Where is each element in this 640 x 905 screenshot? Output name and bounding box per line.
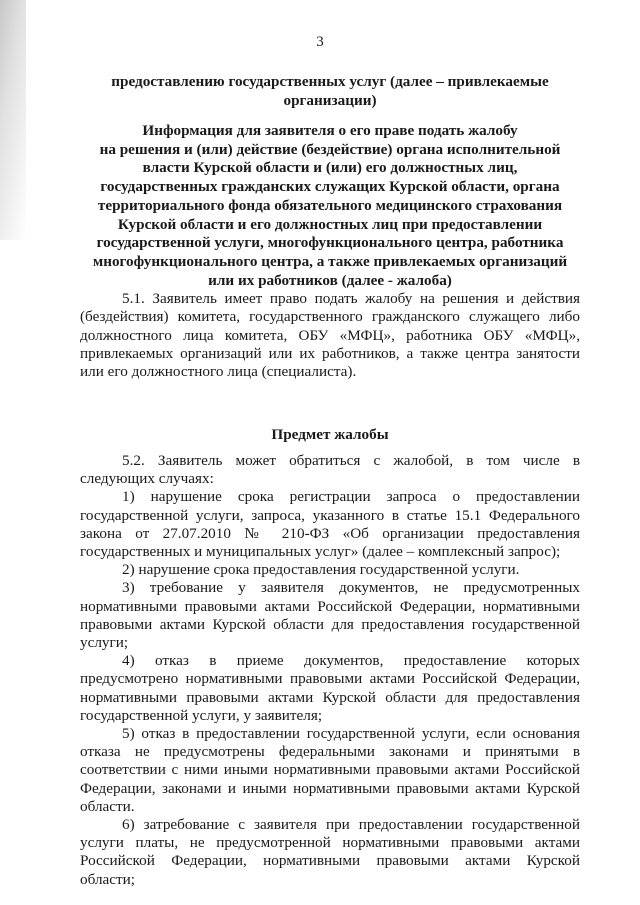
heading-organizations (80, 72, 580, 110)
text-line: предусмотрено нормативными правовыми актами Российской Федерации, (80, 670, 580, 688)
text-line: государственной услуги, у заявителя; (80, 706, 323, 724)
text-line: соответствии с ними иными нормативными правовыми актами Российской (80, 761, 580, 779)
text-line: правовыми актами Курской области для предоставления государственной (80, 615, 580, 633)
text-line: должностного лица комитета, ОБУ «МФЦ», работника ОБУ «МФЦ», (80, 326, 580, 344)
heading-line: власти Курской области и (или) его должностных лиц, (142, 159, 518, 177)
text-line: привлекаемых организаций или их работников, а также центра занятости (80, 344, 580, 362)
paragraph-5-2 (80, 452, 580, 889)
text-line: 5.1. Заявитель имеет право подать жалобу на решения и действия (122, 290, 580, 307)
text-line: (бездействия) комитета, государственного гражданского служащего либо (80, 308, 580, 326)
text-line: 6) затребование с заявителя при предоставлении государственной (122, 816, 580, 834)
text-line: 1) нарушение срока регистрации запроса о предоставлении (122, 488, 580, 506)
heading-line: организации) (283, 92, 377, 109)
heading-line: Курской области и его должностных лиц при предоставлении (117, 215, 543, 233)
text-line: или его должностного лица (специалиста). (80, 363, 357, 381)
heading-line: или их работников (далее - жалоба) (208, 271, 452, 289)
text-line: следующих случаях: (80, 470, 214, 488)
heading-line: предоставлению государственных услуг (далее – привлекаемые (111, 73, 549, 90)
text-line: 5.2. Заявитель может обратиться с жалобой, в том числе в (122, 452, 580, 469)
heading-line: Информация для заявителя о его праве подать жалобу (142, 122, 518, 139)
text-line: 3) требование у заявителя документов, не предусмотренных (122, 579, 580, 597)
heading-complaint-info (80, 122, 580, 290)
text-line: услуги; (80, 634, 129, 652)
text-line: Российской Федерации, нормативными правовыми актами Курской (80, 852, 580, 870)
page-number: 3 (316, 34, 324, 50)
text-line: 5) отказ в предоставлении государственной услуги, если основания (122, 725, 580, 743)
text-line: области. (80, 797, 135, 815)
paragraph-5-1 (80, 290, 580, 381)
text-line: нормативными правовыми актами Курской области для предоставления (80, 688, 580, 706)
heading-complaint-subject: Предмет жалобы (271, 426, 389, 443)
text-line: области; (80, 870, 135, 888)
text-line: нормативными правовыми актами Российской Федерации, нормативными (80, 597, 580, 615)
text-line: закона от 27.07.2010 № 210-ФЗ «Об организации предоставления (80, 524, 580, 542)
text-line: государственной услуги, запроса, указанного в статье 15.1 Федерального (80, 506, 580, 524)
text-line: Федерации, законами и иными нормативными правовыми актами Курской (80, 779, 580, 797)
text-line: 4) отказ в приеме документов, предоставление которых (122, 652, 580, 670)
heading-line: на решения и (или) действие (бездействие) органа исполнительной (99, 140, 561, 158)
heading-line: многофункционального центра, а также привлекаемых организаций (92, 252, 568, 270)
heading-line: территориального фонда обязательного медицинского страхования (97, 196, 563, 214)
text-line: услуги платы, не предусмотренной нормативными правовыми актами (80, 834, 580, 852)
text-line: отказа не предусмотрены федеральными законами и принятыми в (80, 743, 580, 761)
heading-line: государственной услуги, многофункционального центра, работника (96, 234, 564, 252)
text-line: 2) нарушение срока предоставления государственной услуги. (122, 561, 520, 579)
heading-line: государственных гражданских служащих Курской области, органа (100, 178, 560, 196)
text-line: государственных и муниципальных услуг» (далее – комплексный запрос); (80, 543, 561, 561)
